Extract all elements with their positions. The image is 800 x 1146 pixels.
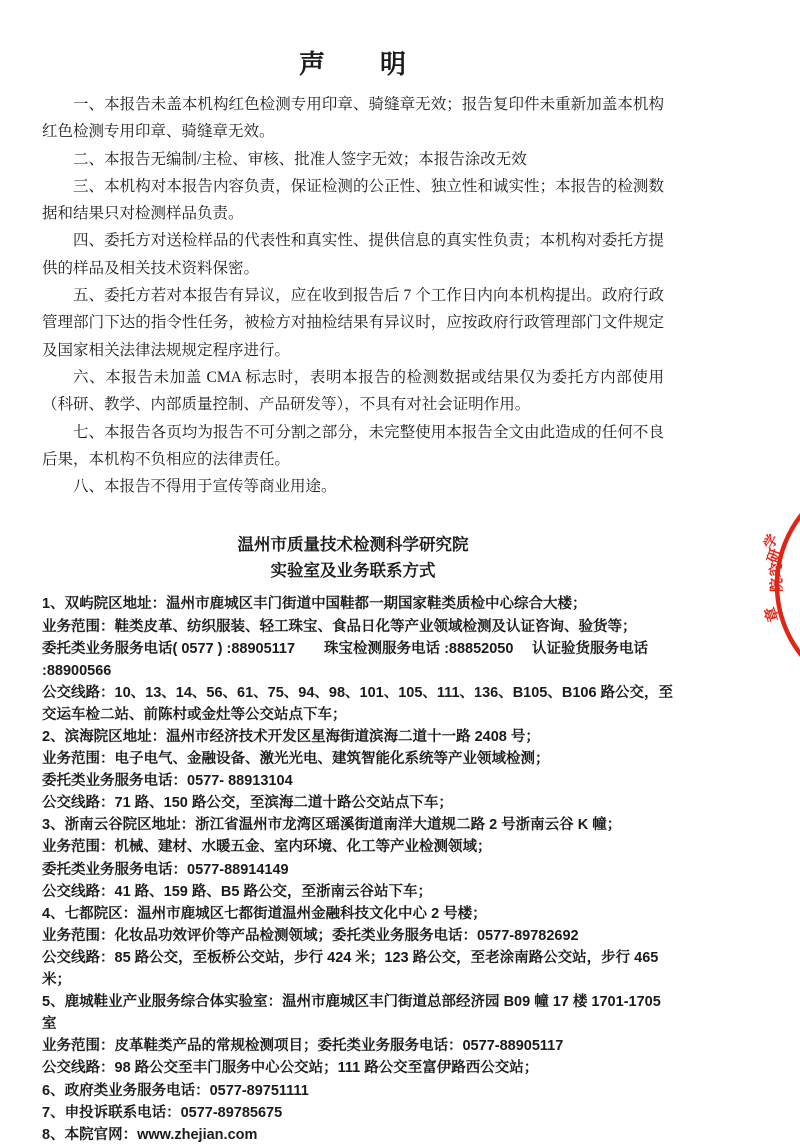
contact-line: 公交线路：71 路、150 路公交，至滨海二道十路公交站点下车； — [42, 795, 453, 812]
seal-char: 研 — [765, 547, 785, 565]
declaration-paragraph: 六、本报告未加盖 CMA 标志时，表明本报告的检测数据或结果仅为委托方内部使用（科研、教学、内部质量控制、产品研发等），不具有对社会证明作用。 — [42, 368, 664, 414]
declaration-paragraph: 七、本报告各页均为报告不可分割之部分，未完整使用本报告全文由此造成的任何不良后果，本机构不负相应的法律责任。 — [42, 423, 664, 468]
declaration-paragraph: 五、委托方若对本报告有异议，应在收到报告后 7 个工作日内向本机构提出。政府行政管理部门下达的指令性任务，被检方对抽检结果有异议时，应按政府行政管理部门文件规定及国家相关法律法规规定程序进行。 — [42, 287, 664, 359]
contact-line: 2、滨海院区地址：温州市经济技术开发区星海街道滨海二道十一路 2408 号； — [42, 729, 540, 746]
contact-line: 5、鹿城鞋业产业服务综合体实验室：温州市鹿城区丰门街道总部经济园 B09 幢 17 楼 1701-1705 室 — [42, 994, 661, 1033]
declaration-paragraph: 三、本机构对本报告内容负责，保证检测的公正性、独立性和诚实性；本报告的检测数据和结果只对检测样品负责。 — [42, 177, 664, 223]
contact-line: 业务范围：鞋类皮革、纺织服装、轻工珠宝、食品日化等产业领域检测及认证咨询、验货等； — [42, 618, 637, 635]
contact-line: 3、浙南云谷院区地址：浙江省温州市龙湾区瑶溪街道南洋大道规二路 2 号浙南云谷 K 幢； — [42, 817, 622, 834]
declaration-paragraph: 二、本报告无编制/主检、审核、批准人签字无效；本报告涂改无效 — [73, 150, 527, 168]
contact-line: 委托类业务服务电话：0577-88914149 — [42, 861, 289, 878]
contact-line: 公交线路：41 路、159 路、B5 路公交，至浙南云谷站下车； — [42, 883, 432, 900]
contact-line: 业务范围：电子电气、金融设备、激光光电、建筑智能化系统等产业领域检测； — [42, 751, 550, 768]
contact-lines — [42, 593, 674, 1145]
contact-line: 7、申投诉联系电话：0577-89785675 — [42, 1104, 283, 1121]
contact-line: 公交线路：98 路公交至丰门服务中心公交站；111 路公交至富伊路西公交站； — [42, 1060, 539, 1077]
declaration-title: 声 明 — [298, 50, 407, 79]
contact-line: 委托类业务服务电话( 0577 ) :88905117 珠宝检测服务电话 :88852050 认证验货服务电话 :88900566 — [42, 640, 648, 679]
contact-line: 业务范围：皮革鞋类产品的常规检测项目；委托类业务服务电话：0577-88905117 — [42, 1038, 564, 1055]
contact-line: 8、本院官网：www.zhejian.com — [42, 1126, 258, 1143]
declaration-paragraphs — [42, 91, 664, 500]
contact-line: 公交线路：85 路公交，至板桥公交站，步行 424 米；123 路公交，至老涂南路公交站，步行 465 米； — [42, 949, 659, 989]
declaration-paragraph: 八、本报告不得用于宣传等商业用途。 — [73, 478, 337, 496]
seal-ring — [777, 472, 800, 698]
official-seal — [680, 460, 800, 710]
contact-line: 4、七都院区：温州市鹿城区七都街道温州金融科技文化中心 2 号楼； — [42, 905, 487, 922]
contact-line: 委托类业务服务电话：0577- 88913104 — [42, 773, 293, 790]
seal-char: 究 — [768, 561, 786, 579]
contact-line: 业务范围：机械、建材、水暖五金、室内环境、化工等产业检测领域； — [42, 839, 492, 856]
declaration-paragraph: 四、委托方对送检样品的代表性和真实性、提供信息的真实性负责；本机构对委托方提供的样品及相关技术资料保密。 — [42, 232, 664, 277]
contact-line: 业务范围：化妆品功效评价等产品检测领域；委托类业务服务电话：0577-89782692 — [42, 927, 579, 944]
declaration-paragraph: 一、本报告未盖本机构红色检测专用印章、骑缝章无效；报告复印件未重新加盖本机构红色检测专用印章、骑缝章无效。 — [42, 96, 664, 141]
contact-line: 6、政府类业务服务电话：0577-89751111 — [42, 1082, 309, 1099]
seal-char: 院 — [770, 578, 786, 592]
seal-char: 学 — [762, 532, 782, 552]
contact-line: 1、双屿院区地址：温州市鹿城区丰门街道中国鞋都一期国家鞋类质检中心综合大楼； — [42, 596, 587, 613]
org-name-heading: 温州市质量技术检测科学研究院 — [237, 535, 469, 555]
document-page — [42, 0, 674, 1146]
contact-section-heading: 实验室及业务联系方式 — [270, 561, 436, 581]
contact-line: 公交线路：10、13、14、56、61、75、94、98、101、105、111、136、B105、B106 路公交，至交运车检二站、前陈村或金灶等公交站点下车； — [42, 684, 674, 723]
seal-char: 章 — [763, 604, 783, 624]
